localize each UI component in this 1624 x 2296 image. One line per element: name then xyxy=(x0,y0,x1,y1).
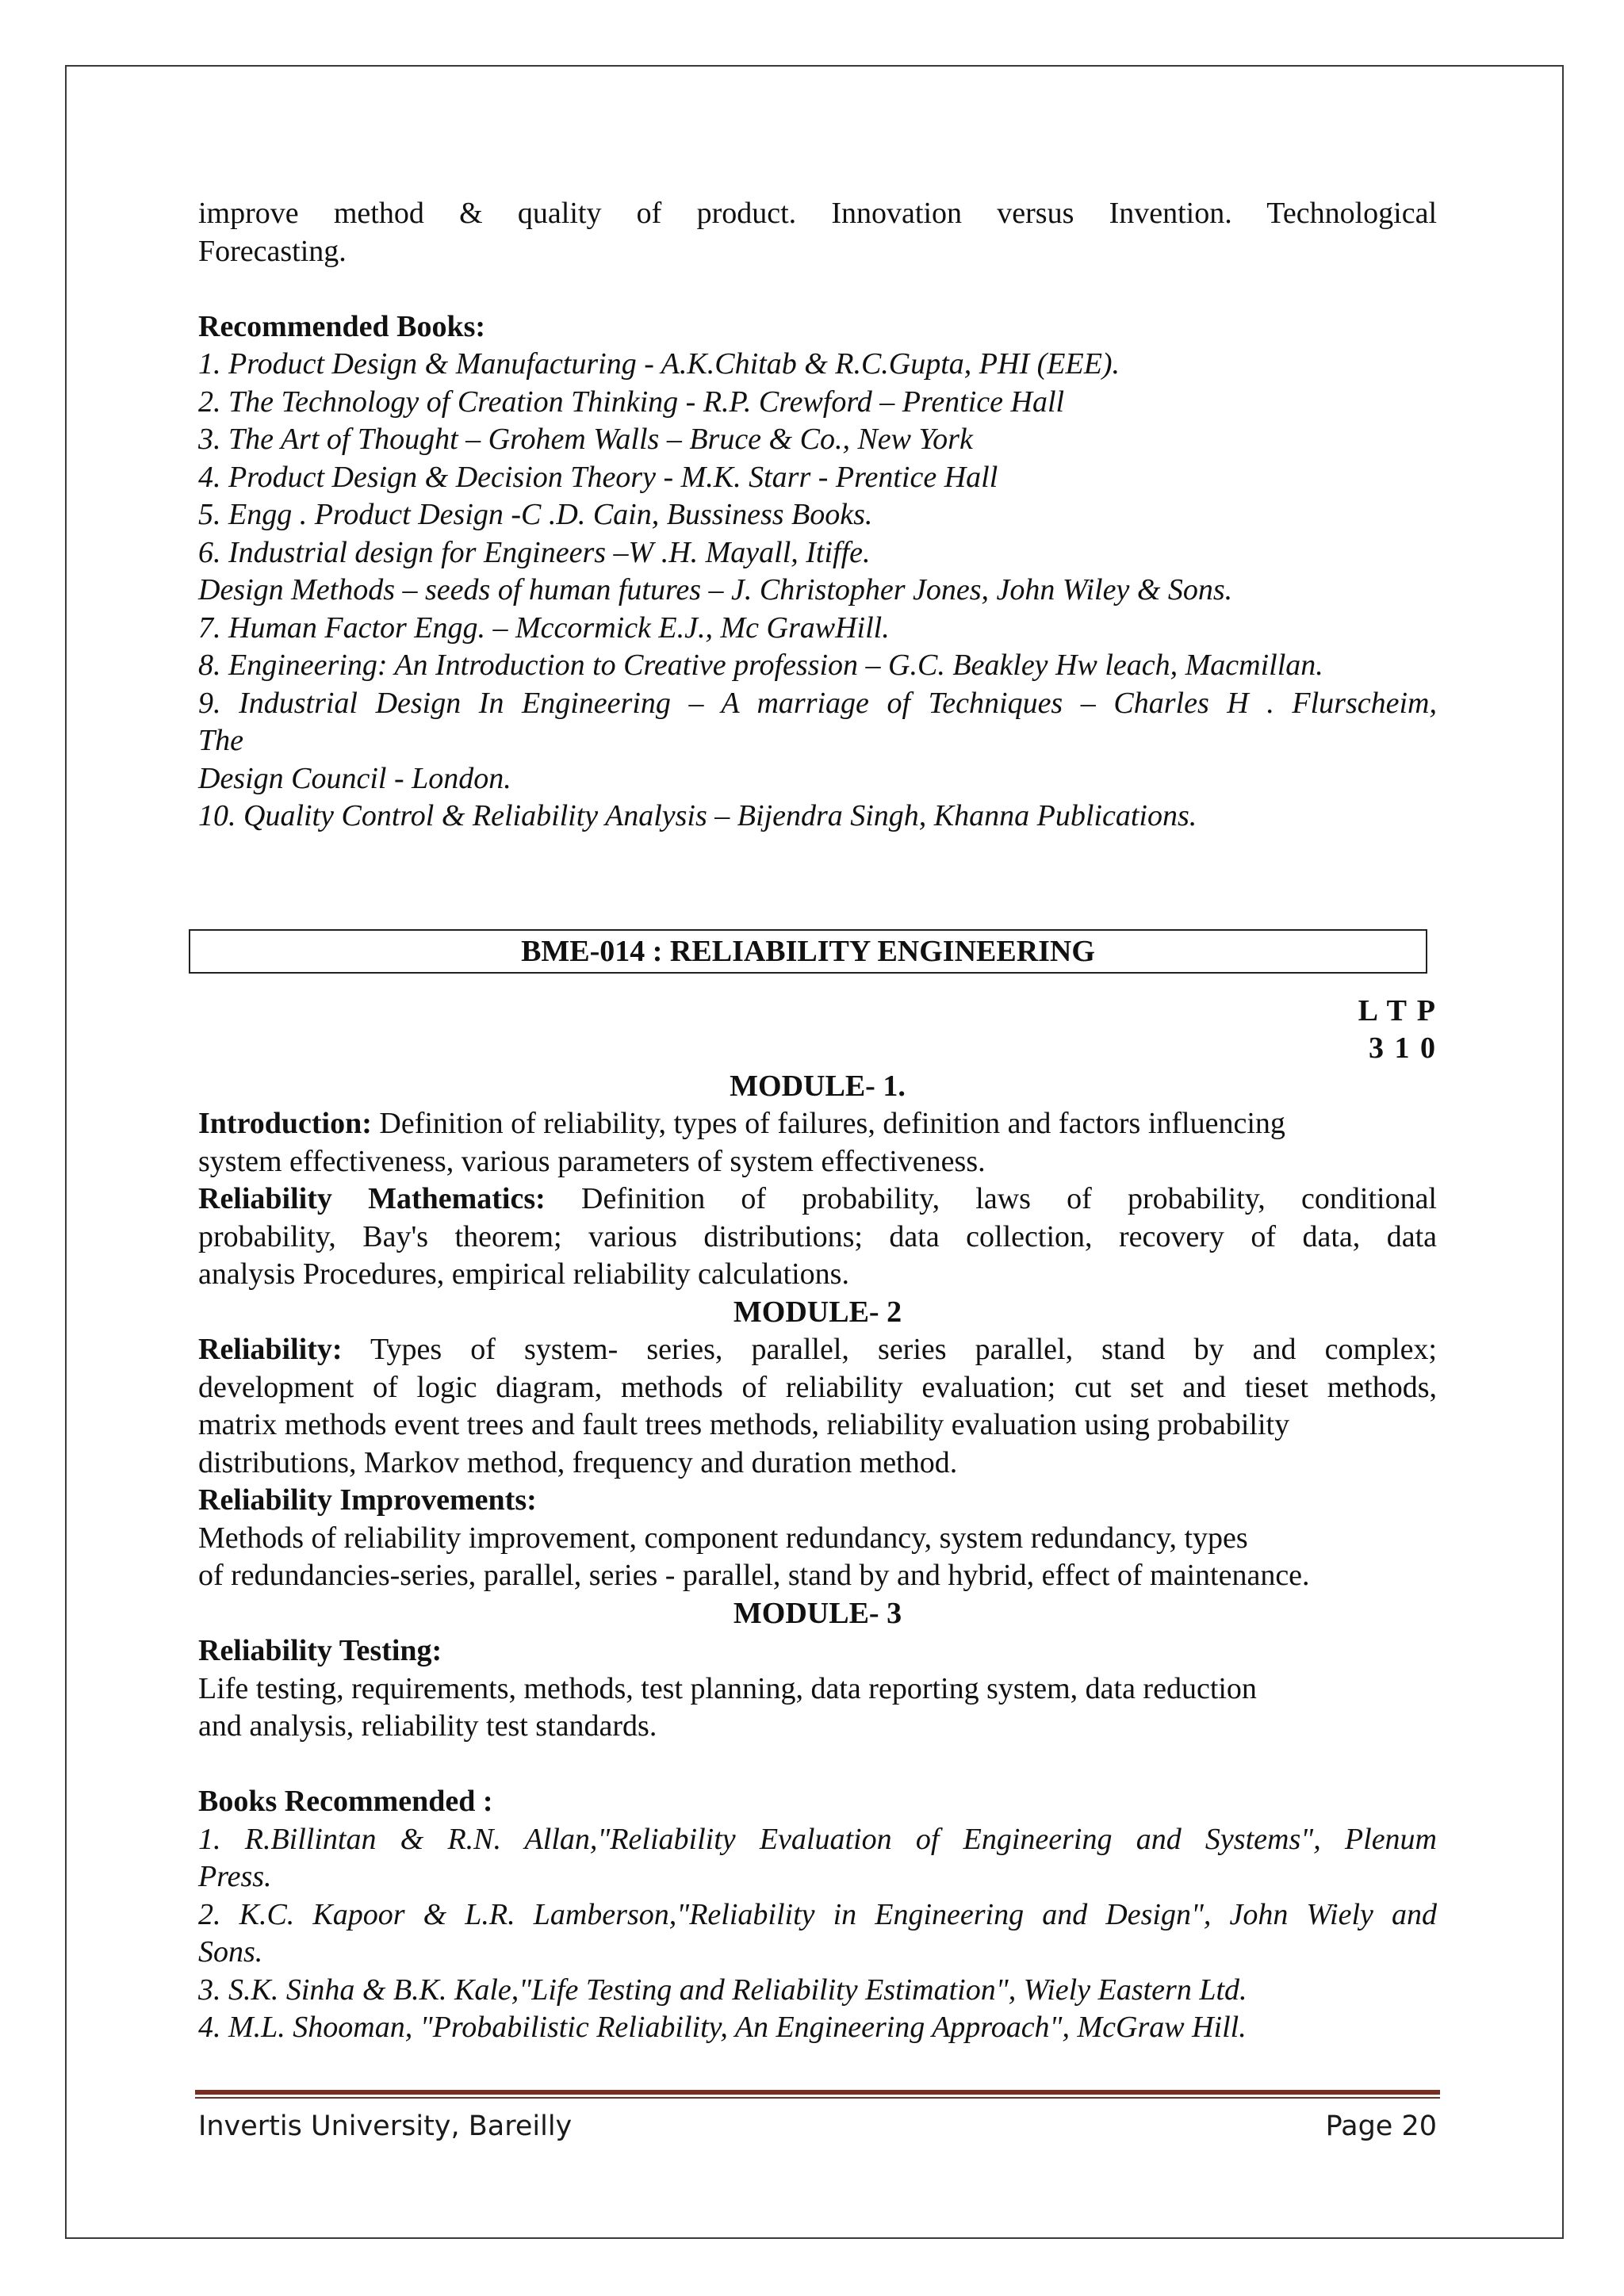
course-title-box xyxy=(189,929,1427,974)
module-3-test-line-2: and analysis, reliability test standards. xyxy=(198,1709,657,1743)
book-item: Design Council - London. xyxy=(198,761,511,795)
book-item: 5. Engg . Product Design -C .D. Cain, Bussiness Books. xyxy=(198,498,873,531)
reliability-label: Reliability: xyxy=(198,1333,343,1366)
book-item: 9. Industrial Design In Engineering – A marriage of Techniques – Charles H . Flurscheim, xyxy=(198,686,1437,720)
ltp-header: L T P xyxy=(1358,993,1437,1027)
book-item: 7. Human Factor Engg. – Mccormick E.J., Mc GrawHill. xyxy=(198,610,890,645)
ltp-values: 3 1 0 xyxy=(1369,1031,1437,1065)
module-1-intro-line-1 xyxy=(198,1105,1437,1143)
reliability-improvements-label: Reliability Improvements: xyxy=(198,1483,537,1517)
book-item: 2. K.C. Kapoor & L.R. Lamberson,"Reliability in Engineering and Design", John Wiely and xyxy=(198,1897,1437,1931)
course-title: BME-014 : RELIABILITY ENGINEERING xyxy=(521,934,1095,968)
book-item: 1. R.Billintan & R.N. Allan,"Reliability Evaluation of Engineering and Systems", Plenum xyxy=(198,1822,1437,1856)
module-1-math-line-3: analysis Procedures, empirical reliability calculations. xyxy=(198,1257,849,1291)
footer-rule-thick xyxy=(195,2090,1440,2095)
book-item: 3. The Art of Thought – Grohem Walls – Bruce & Co., New York xyxy=(198,423,973,456)
book-item: Sons. xyxy=(198,1935,263,1969)
intro-line-1: improve method & quality of product. Innovation versus Invention. Technological xyxy=(198,197,1437,230)
reliability-mathematics-text: Definition of probability, laws of probability, conditional xyxy=(545,1182,1437,1215)
book-item: 10. Quality Control & Reliability Analysis – Bijendra Singh, Khanna Publications. xyxy=(198,799,1197,832)
reliability-text: Types of system- series, parallel, series parallel, stand by and complex; xyxy=(342,1333,1437,1366)
module-1-math-line-2: probability, Bay's theorem; various distributions; data collection, recovery of data, data xyxy=(198,1219,1437,1253)
document-body xyxy=(198,195,1437,2047)
book-item: 4. M.L. Shooman, "Probabilistic Reliability, An Engineering Approach", McGraw Hill. xyxy=(198,2011,1247,2044)
recommended-books-heading: Recommended Books: xyxy=(198,309,486,343)
book-item: 8. Engineering: An Introduction to Creative profession – G.C. Beakley Hw leach, Macmillan. xyxy=(198,649,1323,682)
reliability-testing-label: Reliability Testing: xyxy=(198,1634,442,1667)
book-item: 3. S.K. Sinha & B.K. Kale,"Life Testing and Reliability Estimation", Wiely Eastern Ltd. xyxy=(198,1973,1247,2007)
book-item: Press. xyxy=(198,1860,272,1893)
book-item: 2. The Technology of Creation Thinking - R.P. Crewford – Prentice Hall xyxy=(198,385,1065,419)
reliability-mathematics-label: Reliability Mathematics: xyxy=(198,1182,546,1215)
module-1-math-line-1 xyxy=(198,1181,1437,1219)
module-2-imp-line-2: of redundancies-series, parallel, series - parallel, stand by and hybrid, effect of maintenance. xyxy=(198,1559,1310,1592)
module-2-rel-line-1 xyxy=(198,1331,1437,1369)
book-item: Design Methods – seeds of human futures – J. Christopher Jones, John Wiley & Sons. xyxy=(198,573,1233,607)
module-3-heading: MODULE- 3 xyxy=(733,1596,902,1630)
footer-page-number: Page 20 xyxy=(1325,2110,1437,2142)
footer-rule-thin xyxy=(195,2097,1440,2099)
books-recommended-heading: Books Recommended : xyxy=(198,1785,493,1818)
book-item: 6. Industrial design for Engineers –W .H. Mayall, Itiffe. xyxy=(198,535,871,569)
introduction-label: Introduction: xyxy=(198,1107,372,1140)
footer-university: Invertis University, Bareilly xyxy=(198,2110,573,2142)
introduction-text: Definition of reliability, types of failures, definition and factors influencing xyxy=(371,1107,1285,1140)
book-item: 4. Product Design & Decision Theory - M.K. Starr - Prentice Hall xyxy=(198,460,998,494)
module-3-test-line-1: Life testing, requirements, methods, test planning, data reporting system, data reduction xyxy=(198,1671,1257,1705)
book-item: The xyxy=(198,724,243,757)
module-2-heading: MODULE- 2 xyxy=(733,1295,902,1329)
module-2-rel-line-2: development of logic diagram, methods of reliability evaluation; cut set and tieset methods, xyxy=(198,1370,1437,1404)
module-1-intro-line-2: system effectiveness, various parameters of system effectiveness. xyxy=(198,1144,986,1178)
module-2-rel-line-4: distributions, Markov method, frequency and duration method. xyxy=(198,1445,958,1479)
module-2-rel-line-3: matrix methods event trees and fault trees methods, reliability evaluation using probability xyxy=(198,1408,1290,1441)
module-2-imp-line-1: Methods of reliability improvement, component redundancy, system redundancy, types xyxy=(198,1521,1248,1555)
book-item: 1. Product Design & Manufacturing - A.K.Chitab & R.C.Gupta, PHI (EEE). xyxy=(198,347,1120,381)
module-1-heading: MODULE- 1. xyxy=(730,1069,906,1103)
intro-line-2: Forecasting. xyxy=(198,234,347,268)
